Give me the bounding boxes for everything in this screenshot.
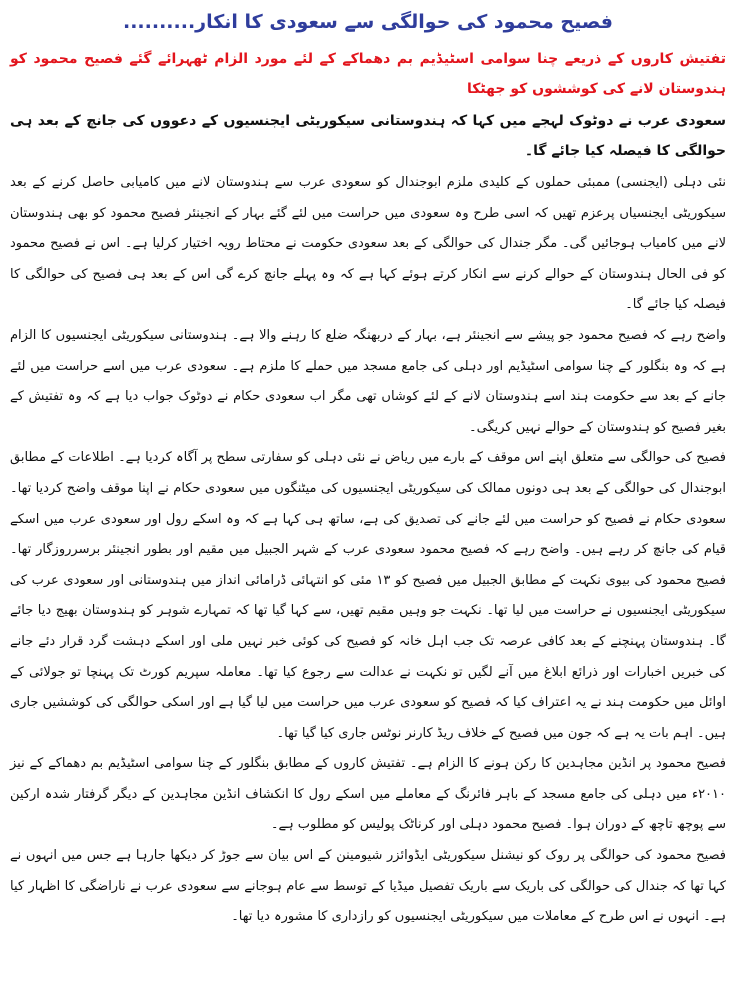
paragraph-1: نئی دہلی (ایجنسی) ممبئی حملوں کے کلیدی ملزم ابوجندال کو سعودی عرب سے ہندوستان لانے میں کامیابی حاصل کرنے کے بعد سیکوریٹی ایجنسیاں پرعزم تھیں کہ اسی طرح وہ سعودی میں حراست میں لئے گئے بہار کے انجینئر فصیح محمود کو بھی ہندوستان لانے میں کامیاب ہوجائیں گی۔ مگر جندال کی حوالگی کے بعد سعودی حکومت نے محتاط رویہ اختیار کرلیا ہے۔ اس نے فصیح محمود کو فی الحال ہندوستان کے حوالے کرنے سے انکار کرتے ہوئے کہا ہے کہ وہ پہلے جانچ کرے گی اس کے بعد ہی فصیح کی حوالگی کا فیصلہ کیا جائے گا۔ [10,175,726,313]
paragraph-5: فصیح محمود کی حوالگی پر روک کو نیشنل سیکوریٹی ایڈوائزر شیومینن کے اس بیان سے جوڑ کر دیکھا جارہا ہے جس میں انہوں نے کہا تھا کہ جندال کی حوالگی کی باریک سے باریک تفصیل میڈیا کے توسط سے عام ہوجانے سے سعودی عرب نے ناراضگی کا اظہار کیا ہے۔ انہوں نے اس طرح کے معاملات میں سیکوریٹی ایجنسیوں کو رازداری کا مشورہ دیا تھا۔ [10,848,726,925]
lead-dark: سعودی عرب نے دوٹوک لہجے میں کہا کہ ہندوستانی سیکوریٹی ایجنسیوں کے دعووں کی جانچ کے بعد ہی حوالگی کا فیصلہ کیا جائے گا۔ [10,113,726,159]
paragraph-3: فصیح کی حوالگی سے متعلق اپنے اس موقف کے بارے میں ریاض نے نئی دہلی کو سفارتی سطح پر آگاہ کردیا ہے۔ اطلاعات کے مطابق ابوجندال کی حوالگی کے بعد ہی دونوں ممالک کی سیکوریٹی ایجنسیوں کی میٹنگوں میں سعودی حکام نے اپنا موقف واضح کردیا تھا۔ سعودی حکام نے فصیح کو حراست میں لئے جانے کی تصدیق کی ہے، ساتھ ہی کہا ہے کہ وہ اسکے رول اور سعودی عرب میں اسکے قیام کی جانچ کر رہے ہیں۔ واضح رہے کہ فصیح محمود سعودی عرب کے شہر الجبیل میں مقیم اور بطور انجینئر برسرروزگار تھا۔ فصیح محمود کی بیوی نکہت کے مطابق الجبیل میں فصیح کو ۱۳ مئی کو انتہائی ڈرامائی انداز میں ہندوستانی اور سعودی عرب کی سیکوریٹی ایجنسیوں نے حراست میں لیا تھا۔ نکہت جو وہیں مقیم تھیں، سے کہا گیا تھا کہ تمہارے شوہر کو ہندوستان بھیج دیا جائے گا۔ ہندوستان پہنچنے کے بعد کافی عرصہ تک جب اہل خانہ کو فصیح کی کوئی خبر نہیں ملی اور اسکے دہشت گرد قرار دئے جانے کی خبریں اخبارات اور ذرائع ابلاغ میں آنے لگیں تو نکہت نے عدالت سے رجوع کیا تھا۔ معاملہ سپریم کورٹ تک پہنچا تو جولائی کے اوائل میں حکومت ہند نے یہ اعتراف کیا کہ فصیح کو سعودی عرب میں حراست میں لیا گیا ہے اور اسکی حوالگی کی کوششیں جاری ہیں۔ اہم بات یہ ہے کہ جون میں فصیح کے خلاف ریڈ کارنر نوٹس جاری کیا گیا تھا۔ [10,450,726,741]
paragraph-2: واضح رہے کہ فصیح محمود جو پیشے سے انجینئر ہے، بہار کے دربھنگہ ضلع کا رہنے والا ہے۔ ہندوستانی سیکوریٹی ایجنسیوں کا الزام ہے کہ وہ بنگلور کے چنا سوامی اسٹیڈیم اور دہلی کی جامع مسجد میں حملے کا ملزم ہے۔ سعودی عرب میں اسے حراست میں لئے جانے کے بعد سے حکومت ہند اسے ہندوستان لانے کے لئے کوشاں تھی مگر اب سعودی حکام نے دوٹوک جواب دیا ہے کہ وہ تفتیش کے بغیر فصیح کو ہندوستان کے حوالے نہیں کریگی۔ [10,327,726,435]
paragraph-4: فصیح محمود پر انڈین مجاہدین کا رکن ہونے کا الزام ہے۔ تفتیش کاروں کے مطابق بنگلور کے چنا سوامی اسٹیڈیم بم دھماکے کے نیز ۲۰۱۰ء میں دہلی کی جامع مسجد کے باہر فائرنگ کے معاملے میں اسکے رول کا انکشاف انڈین مجاہدین کے دیگر گرفتار شدہ ارکین سے پوچھ تاچھ کے دوران ہوا۔ فصیح محمود دہلی اور کرناٹک پولیس کو مطلوب ہے۔ [10,756,726,833]
lead-red: تفتیش کاروں کے ذریعے چنا سوامی اسٹیڈیم بم دھماکے کے لئے مورد الزام ٹھہرائے گئے فصیح محمود کو ہندوستان لانے کی کوششوں کو جھٹکا [10,51,726,97]
page-title: فصیح محمود کی حوالگی سے سعودی کا انکار.......... [122,11,613,33]
